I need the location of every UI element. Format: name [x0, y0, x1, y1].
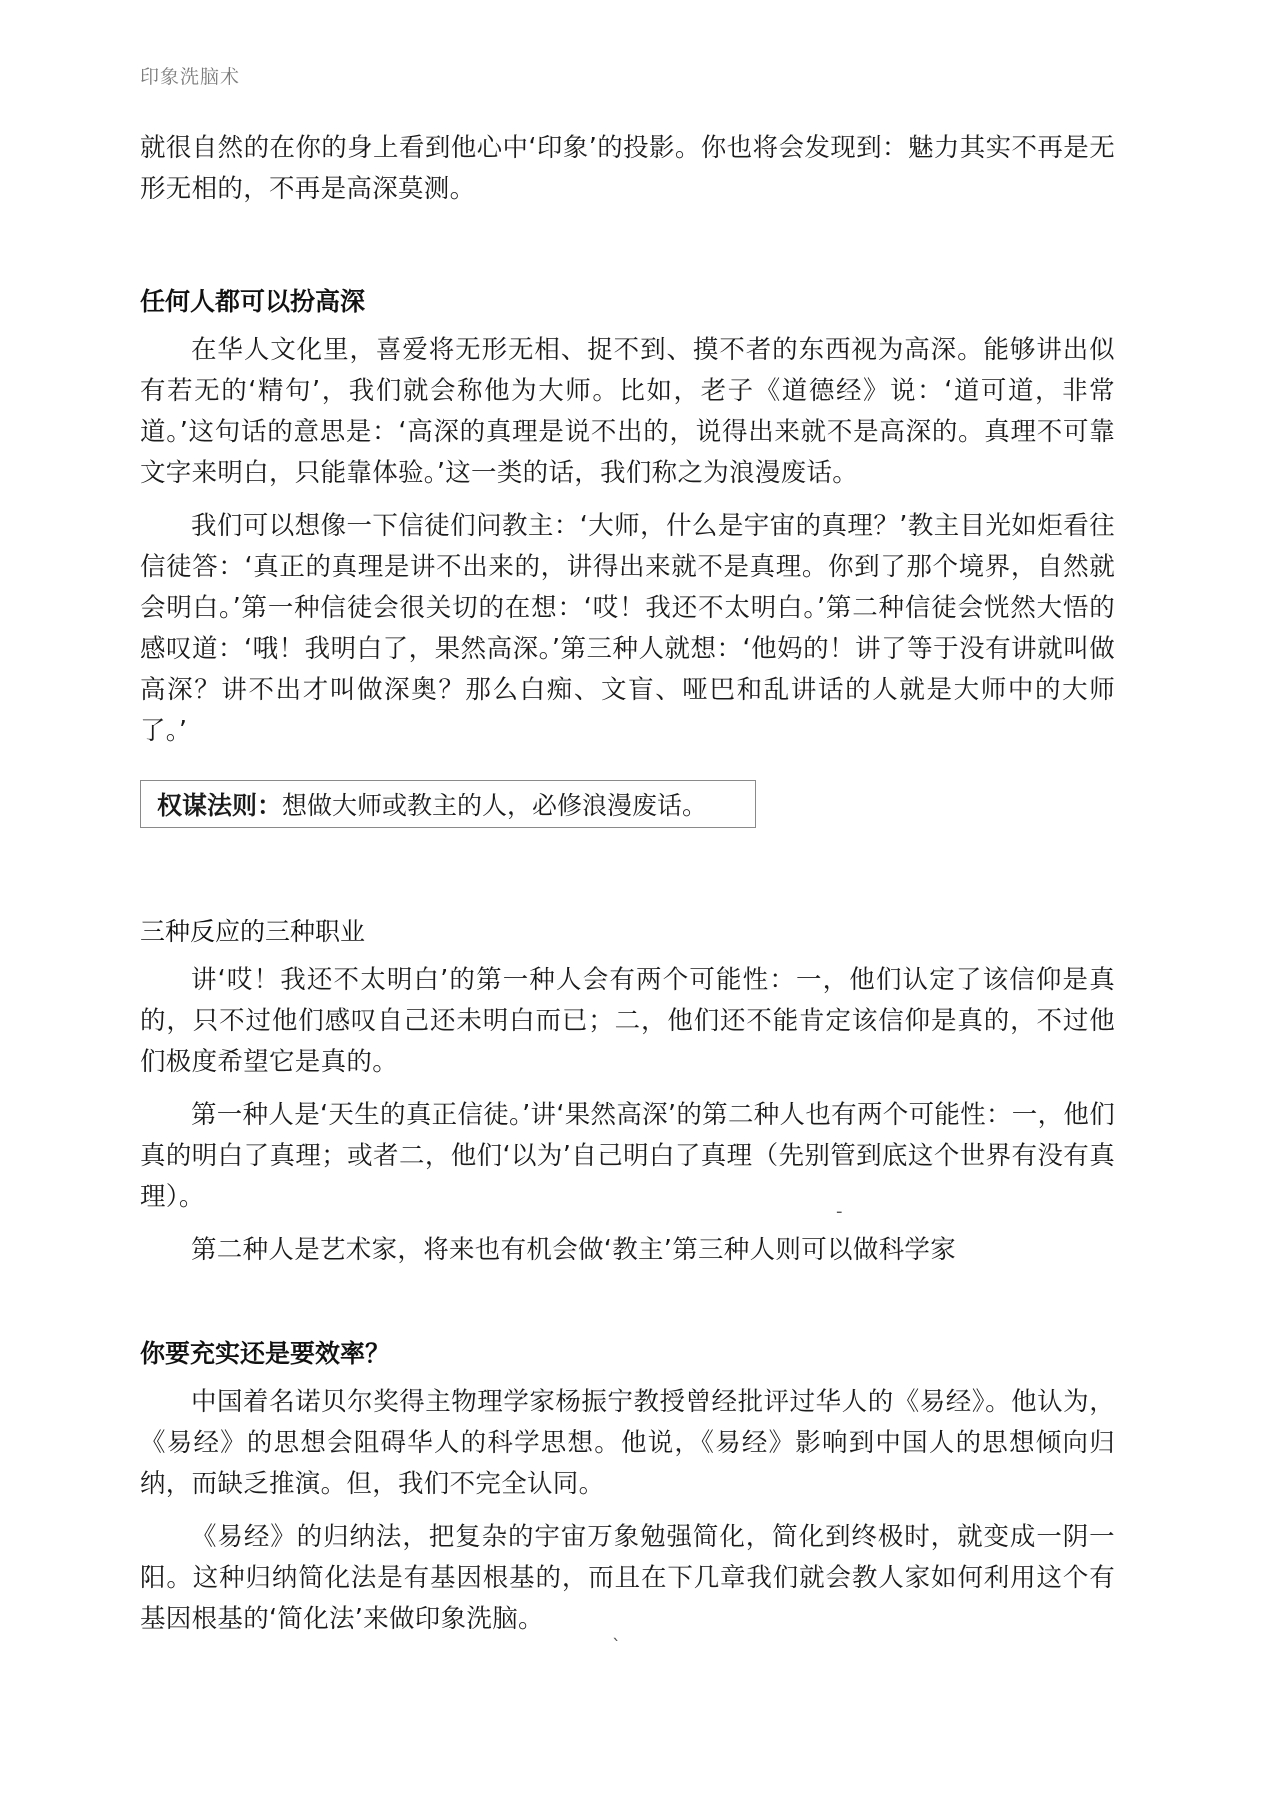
section-heading-3: 你要充实还是要效率？ — [140, 1339, 391, 1368]
rule-box — [140, 780, 756, 828]
scan-speck-bottom: ` — [612, 1636, 621, 1657]
section-1-paragraph-1: 在华人文化里，喜爱将无形无相、捉不到、摸不者的东西视为高深。能够讲出似有若无的‘精句’，我们就会称他为大师。比如，老子《道德经》说：‘道可道，非常道。’这句话的意思是：‘高深的真理是说不出的，说得出来就不是高深的。真理不可靠文字来明白，只能靠体验。’这一类的话，我们称之为浪漫废话。 — [140, 335, 1115, 488]
rule-label: 权谋法则： — [157, 791, 283, 820]
running-header: 印象洗脑术 — [140, 66, 241, 88]
rule-text: 想做大师或教主的人，必修浪漫废话。 — [282, 791, 708, 820]
section-2-paragraph-2: 第一种人是‘天生的真正信徒。’讲‘果然高深’的第二种人也有两个可能性：一，他们真的明白了真理；或者二，他们‘以为’自己明白了真理（先别管到底这个世界有没有真理）。 — [140, 1100, 1115, 1212]
intro-paragraph: 就很自然的在你的身上看到他心中‘印象’的投影。你也将会发现到：魅力其实不再是无形无相的，不再是高深莫测。 — [140, 133, 1115, 204]
section-heading-1: 任何人都可以扮高深 — [140, 287, 366, 316]
section-heading-2: 三种反应的三种职业 — [140, 917, 366, 946]
section-2-body — [140, 960, 1115, 1271]
section-3-body — [140, 1382, 1115, 1640]
section-1-body — [140, 330, 1115, 752]
section-2-paragraph-3: 第二种人是艺术家，将来也有机会做‘教主’第三种人则可以做科学家 — [191, 1235, 957, 1265]
scan-speck: - — [836, 1201, 843, 1222]
section-2-paragraph-1: 讲‘哎！我还不太明白’的第一种人会有两个可能性：一，他们认定了该信仰是真的，只不过他们感叹自己还未明白而已；二，他们还不能肯定该信仰是真的，不过他们极度希望它是真的。 — [140, 965, 1115, 1077]
section-3-paragraph-1: 中国着名诺贝尔奖得主物理学家杨振宁教授曾经批评过华人的《易经》。他认为，《易经》的思想会阻碍华人的科学思想。他说，《易经》影响到中国人的思想倾向归纳，而缺乏推演。但，我们不完全认同。 — [140, 1387, 1115, 1499]
intro-block — [140, 128, 1115, 210]
section-3-paragraph-2: 《易经》的归纳法，把复杂的宇宙万象勉强简化，简化到终极时，就变成一阴一阳。这种归纳简化法是有基因根基的，而且在下几章我们就会教人家如何利用这个有基因根基的‘简化法’来做印象洗脑。 — [140, 1522, 1115, 1634]
section-1-paragraph-2: 我们可以想像一下信徒们问教主：‘大师，什么是宇宙的真理？’教主目光如炬看往信徒答：‘真正的真理是讲不出来的，讲得出来就不是真理。你到了那个境界，自然就会明白。’第一种信徒会很关切的在想：‘哎！我还不太明白。’第二种信徒会恍然大悟的感叹道：‘哦！我明白了，果然高深。’第三种人就想：‘他妈的！讲了等于没有讲就叫做高深？讲不出才叫做深奥？那么白痴、文盲、哑巴和乱讲话的人就是大师中的大师了。’ — [140, 511, 1115, 746]
